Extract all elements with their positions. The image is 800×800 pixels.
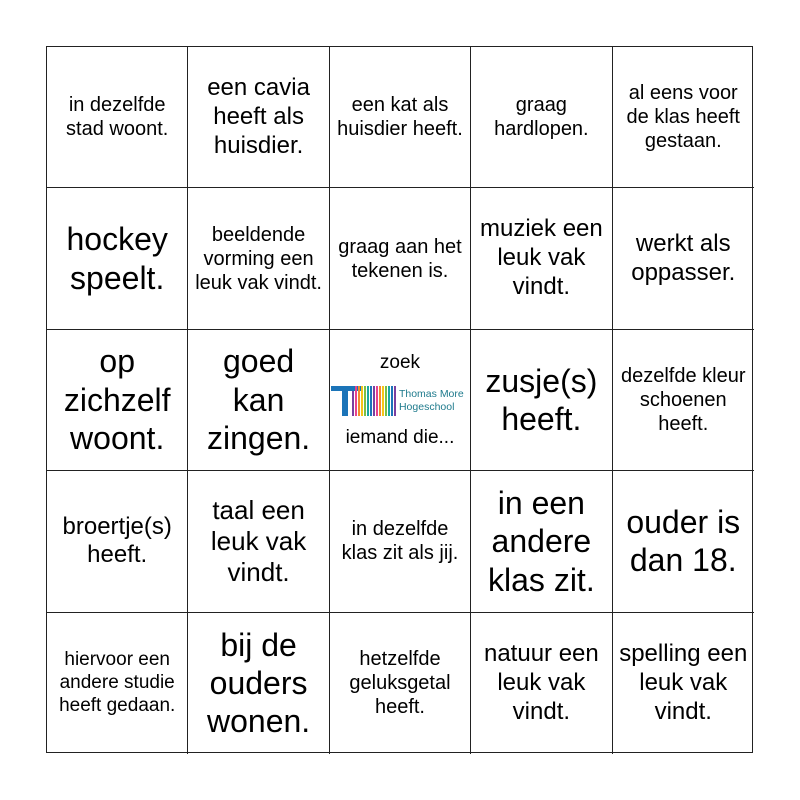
cell-text: hockey speelt. — [66, 221, 168, 296]
cell-text: in dezelfde klas zit als jij. — [341, 518, 459, 565]
bingo-cell[interactable] — [471, 330, 612, 471]
cell-text: ouder is dan 18. — [626, 503, 741, 579]
bingo-cell[interactable] — [188, 47, 329, 188]
bingo-cell[interactable] — [471, 471, 612, 612]
bingo-cell[interactable] — [613, 47, 754, 188]
free-space-bottom-text: iemand die... — [345, 427, 455, 449]
bingo-cell[interactable] — [330, 47, 471, 188]
bingo-cell[interactable] — [613, 188, 754, 329]
bingo-cell[interactable] — [613, 330, 754, 471]
cell-text: in dezelfde stad woont. — [66, 94, 169, 141]
free-space-cell[interactable] — [330, 330, 471, 471]
bingo-cell[interactable] — [47, 471, 188, 612]
cell-text: dezelfde kleur schoenen heeft. — [620, 364, 746, 435]
logo-name-line2: Hogeschool — [398, 400, 455, 413]
bingo-board — [46, 46, 753, 753]
bingo-cell[interactable] — [330, 188, 471, 329]
logo-text — [399, 388, 464, 413]
bingo-cell[interactable] — [188, 613, 329, 754]
cell-text: spelling een leuk vak vindt. — [619, 640, 748, 725]
bingo-cell[interactable] — [613, 471, 754, 612]
logo-name-line1: Thomas More — [398, 388, 464, 401]
bingo-cell[interactable] — [471, 188, 612, 329]
thomas-more-logo-icon — [331, 382, 397, 420]
cell-text: in een andere klas zit. — [488, 484, 595, 598]
cell-text: werkt als oppasser. — [631, 229, 736, 286]
cell-text: graag hardlopen. — [494, 94, 589, 141]
cell-text: al eens voor de klas heeft gestaan. — [626, 82, 740, 153]
bingo-cell[interactable] — [613, 613, 754, 754]
bingo-cell[interactable] — [47, 330, 188, 471]
cell-text: hiervoor een andere studie heeft gedaan. — [59, 649, 176, 716]
cell-text: beeldende vorming een leuk vak vindt. — [195, 223, 322, 294]
bingo-cell[interactable] — [330, 613, 471, 754]
cell-text: op zichzelf woont. — [63, 343, 171, 457]
cell-text: goed kan zingen. — [206, 343, 311, 457]
cell-text: bij de ouders wonen. — [206, 626, 311, 740]
bingo-cell[interactable] — [188, 330, 329, 471]
bingo-cell[interactable] — [330, 471, 471, 612]
cell-text: een kat als huisdier heeft. — [337, 94, 463, 141]
bingo-cell[interactable] — [188, 471, 329, 612]
bingo-cell[interactable] — [471, 47, 612, 188]
cell-text: broertje(s) heeft. — [62, 512, 172, 569]
cell-text: een cavia heeft als huisdier. — [207, 74, 310, 159]
bingo-cell[interactable] — [47, 47, 188, 188]
bingo-cell[interactable] — [471, 613, 612, 754]
cell-text: hetzelfde geluksgetal heeft. — [349, 648, 451, 719]
cell-text: natuur een leuk vak vindt. — [483, 640, 599, 725]
bingo-cell[interactable] — [47, 188, 188, 329]
cell-text: muziek een leuk vak vindt. — [480, 215, 603, 300]
bingo-cell[interactable] — [188, 188, 329, 329]
cell-text: graag aan het tekenen is. — [338, 235, 462, 282]
cell-text: zusje(s) heeft. — [485, 362, 598, 437]
bingo-cell[interactable] — [47, 613, 188, 754]
free-space-top-text: zoek — [379, 351, 421, 373]
cell-text: taal een leuk vak vindt. — [210, 494, 307, 587]
thomas-more-logo — [331, 381, 469, 421]
